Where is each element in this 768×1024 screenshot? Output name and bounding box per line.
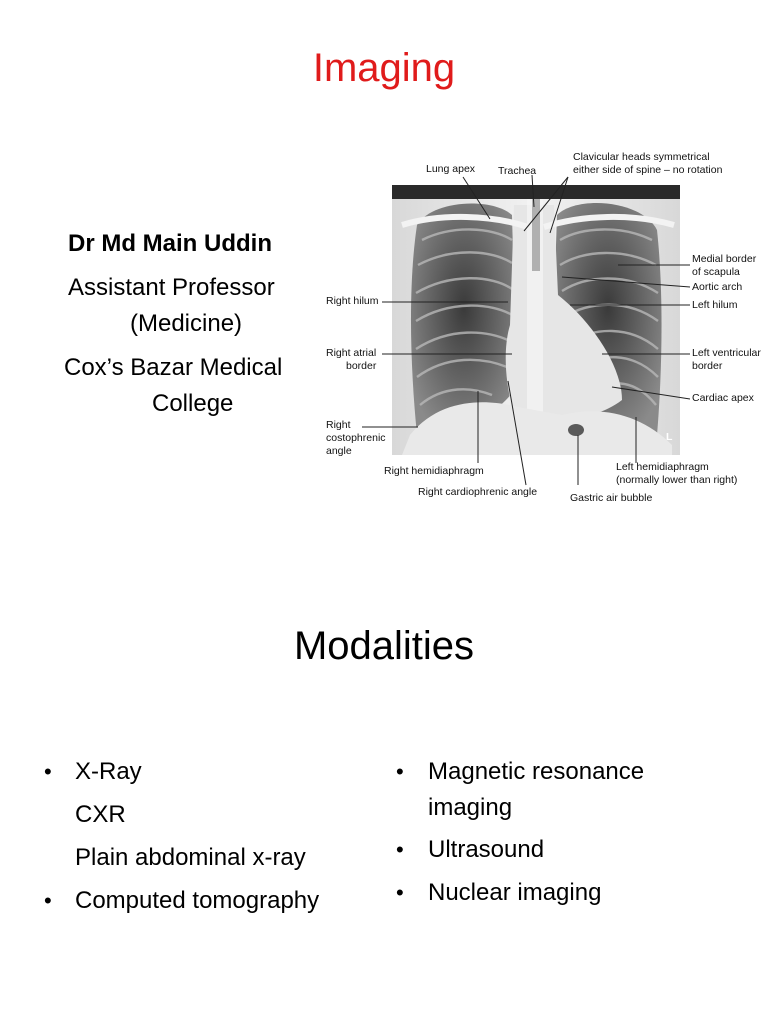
label-left-hemidiaphragm-2: (normally lower than right) [616, 474, 738, 486]
label-clavicular-2: either side of spine – no rotation [573, 164, 723, 176]
label-left-hemidiaphragm-1: Left hemidiaphragm [616, 461, 709, 473]
label-right-hilum: Right hilum [326, 295, 379, 307]
bullet-marker: • [396, 837, 404, 862]
label-marker-l: L [666, 431, 673, 443]
author-org-line2: College [152, 390, 234, 417]
label-right-costo-2: costophrenic [326, 432, 386, 444]
list-item: Nuclear imaging [428, 879, 602, 906]
list-item: X-Ray [75, 758, 142, 785]
label-clavicular-1: Clavicular heads symmetrical [573, 151, 710, 163]
label-left-hilum: Left hilum [692, 299, 738, 311]
slide-modalities [0, 512, 768, 1024]
label-right-cardiophrenic: Right cardiophrenic angle [418, 486, 538, 498]
chest-xray-figure [322, 145, 768, 505]
label-lung-apex: Lung apex [426, 163, 476, 175]
bullet-marker: • [44, 759, 52, 784]
label-aortic-arch: Aortic arch [692, 281, 743, 293]
bullet-marker: • [396, 880, 404, 905]
list-item: imaging [428, 794, 513, 821]
label-right-atrial-2: border [346, 360, 377, 372]
label-medial-border-1: Medial border [692, 253, 757, 265]
slide-title: Imaging [312, 46, 456, 90]
label-cardiac-apex: Cardiac apex [692, 392, 754, 404]
author-role-line2: (Medicine) [130, 310, 243, 337]
list-item: CXR [75, 801, 126, 828]
author-role-line1: Assistant Professor [68, 274, 275, 301]
slide-title: Modalities [293, 624, 475, 668]
list-item: Computed tomography [75, 887, 320, 914]
bullet-marker: • [396, 759, 404, 784]
author-name: Dr Md Main Uddin [68, 230, 272, 257]
author-org-line1: Cox’s Bazar Medical [64, 354, 283, 381]
label-medial-border-2: of scapula [692, 266, 740, 278]
list-item: Plain abdominal x-ray [75, 844, 306, 871]
label-right-atrial-1: Right atrial [326, 347, 377, 359]
list-item: Ultrasound [428, 836, 545, 863]
label-right-costo-1: Right [326, 419, 351, 431]
label-right-hemidiaphragm: Right hemidiaphragm [384, 465, 484, 477]
chest-xray-image [322, 145, 768, 505]
label-left-ventricular-2: border [692, 360, 723, 372]
label-gastric-bubble: Gastric air bubble [570, 492, 653, 504]
label-left-ventricular-1: Left ventricular [692, 347, 761, 359]
bullet-marker: • [44, 888, 52, 913]
list-item: Magnetic resonance [428, 758, 645, 785]
label-right-costo-3: angle [326, 445, 352, 457]
label-trachea: Trachea [498, 165, 537, 177]
